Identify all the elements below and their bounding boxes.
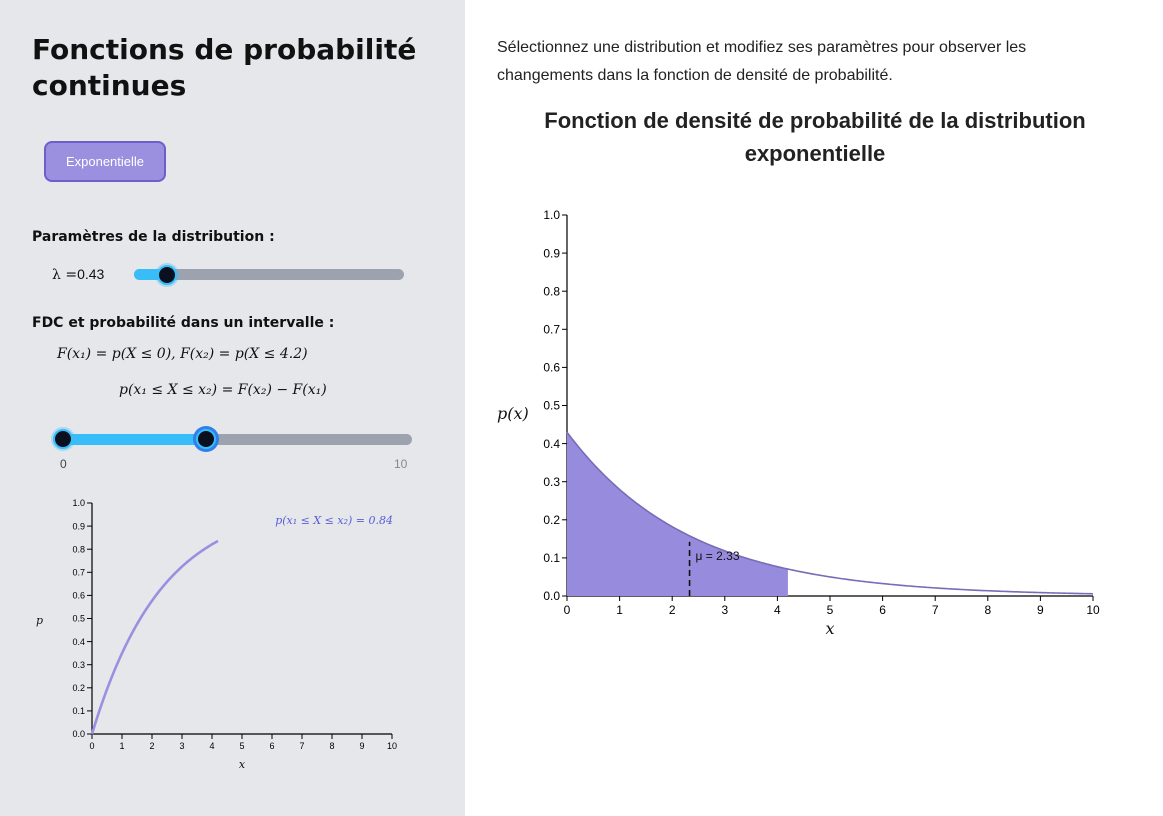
- y-tick-label: 0.9: [543, 246, 560, 261]
- cdf-section-title: FDC et probabilité dans un intervalle :: [32, 315, 335, 331]
- y-tick-label: 1.0: [72, 498, 85, 509]
- x-axis-label: x: [825, 619, 835, 638]
- y-tick-label: 1.0: [543, 208, 560, 223]
- y-tick-label: 0.5: [72, 613, 85, 624]
- pdf-chart-title: Fonction de densité de probabilité de la distribution exponentielle: [544, 108, 1086, 166]
- x-tick-label: 6: [269, 741, 275, 751]
- y-tick-label: 0.4: [72, 636, 85, 647]
- pdf-chart: [465, 190, 1163, 650]
- x-tick-label: 10: [1086, 603, 1100, 617]
- y-tick-label: 0.3: [72, 659, 85, 670]
- x-tick-label: 4: [209, 741, 215, 751]
- interval-slider-min-thumb[interactable]: [53, 429, 73, 449]
- shaded-probability-area: [567, 432, 788, 596]
- x-tick-label: 3: [179, 741, 185, 751]
- y-tick-label: 0.6: [543, 360, 560, 375]
- y-tick-label: 0.7: [72, 567, 85, 578]
- description-text: Sélectionnez une distribution et modifiez ses paramètres pour observer les changements dans la fonction de densité de probabilité.: [497, 39, 1027, 84]
- y-tick-label: 0.1: [72, 706, 85, 717]
- y-tick-label: 0.0: [72, 729, 85, 740]
- lambda-value: 0.43: [77, 266, 105, 282]
- x-tick-label: 8: [984, 603, 992, 617]
- lambda-label: [52, 266, 104, 283]
- x-tick-label: 9: [1037, 603, 1044, 617]
- x-tick-label: 5: [239, 741, 245, 751]
- y-tick-label: 0.4: [543, 436, 560, 451]
- params-section-title: Paramètres de la distribution :: [32, 229, 275, 245]
- lambda-symbol: λ =: [52, 267, 78, 283]
- lambda-slider-thumb[interactable]: [157, 265, 177, 285]
- x-tick-label: 3: [721, 603, 729, 617]
- x-tick-label: 0: [89, 741, 95, 751]
- cdf-formula-line2: p(x₁ ≤ X ≤ x₂) = F(x₂) − F(x₁): [119, 382, 327, 398]
- interval-slider-track[interactable]: [55, 434, 412, 445]
- y-tick-label: 0.8: [543, 284, 560, 299]
- interval-min-label: 0: [60, 457, 67, 471]
- y-tick-label: 0.9: [72, 521, 85, 532]
- y-tick-label: 0.5: [543, 398, 560, 413]
- exponential-distribution-button[interactable]: Exponentielle: [44, 141, 166, 182]
- y-tick-label: 0.7: [543, 322, 560, 337]
- x-axis-label: x: [238, 758, 246, 771]
- interval-slider-fill: [63, 434, 206, 445]
- y-axis-label: p: [36, 614, 44, 627]
- mean-marker-label: μ = 2.33: [695, 548, 740, 563]
- x-tick-label: 8: [329, 741, 335, 751]
- app-title: Fonctions de probabilité continues: [32, 33, 417, 102]
- sidebar: [0, 0, 465, 816]
- y-axis-label: p(x): [497, 404, 529, 423]
- cdf-probability-annotation: p(x₁ ≤ X ≤ x₂) = 0.84: [275, 514, 393, 527]
- x-tick-label: 10: [386, 741, 398, 751]
- x-tick-label: 0: [563, 603, 571, 617]
- interval-slider-max-thumb[interactable]: [196, 429, 216, 449]
- x-tick-label: 2: [149, 741, 155, 751]
- x-tick-label: 1: [119, 741, 125, 751]
- x-tick-label: 5: [826, 603, 834, 617]
- cdf-formula-line1: F(x₁) = p(X ≤ 0), F(x₂) = p(X ≤ 4.2): [57, 346, 308, 362]
- y-tick-label: 0.3: [543, 474, 560, 489]
- cdf-chart: [0, 490, 465, 790]
- x-tick-label: 7: [299, 741, 305, 751]
- y-tick-label: 0.0: [543, 589, 560, 604]
- interval-max-label: 10: [394, 457, 408, 471]
- y-tick-label: 0.8: [72, 544, 85, 555]
- cdf-curve: [92, 541, 218, 734]
- y-tick-label: 0.2: [72, 682, 85, 693]
- y-tick-label: 0.2: [543, 513, 560, 527]
- x-tick-label: 9: [359, 741, 365, 751]
- x-tick-label: 1: [616, 603, 623, 617]
- x-tick-label: 6: [879, 603, 886, 617]
- y-tick-label: 0.6: [72, 590, 85, 601]
- y-tick-label: 0.1: [543, 551, 560, 566]
- x-tick-label: 4: [774, 603, 781, 617]
- x-tick-label: 7: [931, 603, 939, 617]
- x-tick-label: 2: [668, 603, 676, 617]
